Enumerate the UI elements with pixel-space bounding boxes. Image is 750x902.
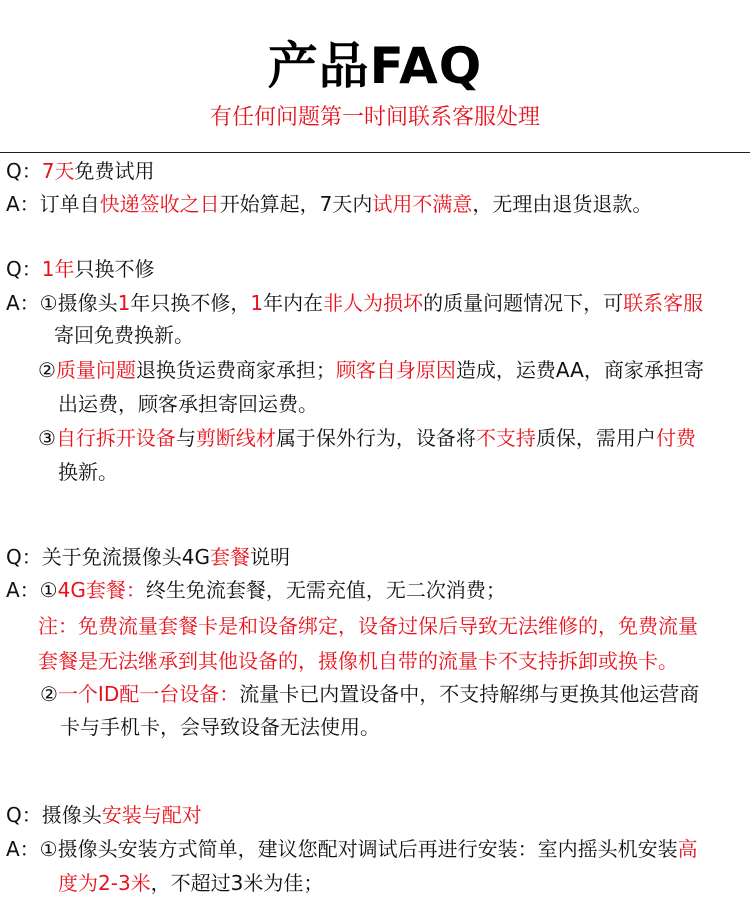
text-run: 与: [175, 426, 196, 450]
faq-answer-4g-note-cont: [38, 647, 678, 675]
faq-answer-install-1: [6, 835, 698, 863]
faq-answer-4g-2: [40, 680, 699, 708]
text-run: A：订单自: [6, 192, 100, 216]
highlighted-text: 非人为损坏: [323, 291, 424, 315]
faq-question-4g: [6, 543, 290, 571]
text-run: 卡与手机卡，会导致设备无法使用。: [60, 715, 380, 739]
page-title: 产品FAQ: [267, 37, 483, 95]
text-run: 年内在: [263, 291, 324, 315]
text-run: 寄回免费换新。: [54, 323, 194, 347]
text-run: ②: [40, 682, 58, 706]
text-run: ，无理由退货退款。: [472, 192, 653, 216]
faq-answer-4g-2-cont: [60, 713, 380, 741]
text-run: 开始算起，7天内: [219, 192, 373, 216]
text-run: 注：免费流量套餐卡是和设备绑定，设备过保后导致无法维修的，免费流量: [38, 614, 698, 638]
page-subtitle: 有任何问题第一时间联系客服处理: [209, 105, 540, 130]
text-run: 的质量问题情况下，可: [423, 291, 624, 315]
text-run: ③: [38, 426, 56, 450]
text-run: 只换不修: [74, 257, 155, 281]
highlighted-text: 1: [250, 291, 264, 315]
text-run: 质保，需用户: [535, 426, 656, 450]
highlighted-text: 度为2-3米: [58, 871, 151, 895]
faq-answer-replace-1: [6, 289, 703, 317]
text-run: 免费试用: [74, 159, 155, 183]
highlighted-text: 1年: [41, 257, 75, 281]
highlighted-text: 一个ID配一台设备：: [57, 682, 240, 706]
highlighted-text: 7天: [41, 159, 75, 183]
text-run: A：①: [6, 578, 58, 602]
text-run: A：①摄像头安装方式简单，建议您配对调试后再进行安装：室内摇头机安装: [6, 837, 678, 861]
faq-question-trial: [6, 157, 154, 185]
text-run: 流量卡已内置设备中，不支持解绑与更换其他运营商: [239, 682, 700, 706]
highlighted-text: 4G套餐：: [57, 578, 146, 602]
text-run: ，不超过3米为佳；: [150, 871, 324, 895]
faq-answer-trial: [6, 190, 652, 218]
faq-answer-replace-2: [38, 356, 704, 384]
highlighted-text: 快递签收之日: [99, 192, 220, 216]
highlighted-text: 自行拆开设备: [55, 426, 176, 450]
text-run: Q：摄像头: [6, 803, 102, 827]
faq-question-replace: [6, 255, 154, 283]
text-run: Q：: [6, 257, 42, 281]
faq-answer-install-1-cont: [58, 869, 323, 897]
faq-answer-4g-note: [38, 612, 698, 640]
text-run: 套餐是无法继承到其他设备的，摄像机自带的流量卡不支持拆卸或换卡。: [38, 649, 678, 673]
text-run: 出运费，顾客承担寄回运费。: [58, 392, 318, 416]
highlighted-text: 联系客服: [623, 291, 704, 315]
highlighted-text: 质量问题: [55, 358, 136, 382]
text-run: 换新。: [58, 460, 118, 484]
faq-question-install: [6, 801, 202, 829]
faq-answer-replace-3-cont: [58, 458, 118, 486]
text-run: A：①摄像头: [6, 291, 118, 315]
faq-answer-replace-3: [38, 424, 696, 452]
highlighted-text: 不支持: [475, 426, 536, 450]
text-run: 说明: [249, 545, 290, 569]
highlighted-text: 付费: [655, 426, 696, 450]
highlighted-text: 安装与配对: [101, 803, 202, 827]
highlighted-text: 套餐: [209, 545, 250, 569]
highlighted-text: 1: [117, 291, 131, 315]
text-run: ②: [38, 358, 56, 382]
text-run: 属于保外行为，设备将: [275, 426, 476, 450]
highlighted-text: 高: [677, 837, 698, 861]
highlighted-text: 剪断线材: [195, 426, 276, 450]
text-run: 退换货运费商家承担；: [135, 358, 336, 382]
text-run: 年只换不修，: [130, 291, 251, 315]
highlighted-text: 试用不满意: [372, 192, 473, 216]
text-run: 造成，运费AA，商家承担寄: [455, 358, 704, 382]
highlighted-text: 顾客自身原因: [335, 358, 456, 382]
text-run: 终生免流套餐，无需充值，无二次消费；: [145, 578, 506, 602]
text-run: Q：: [6, 159, 42, 183]
header-divider: [0, 152, 750, 153]
faq-answer-replace-2-cont: [58, 390, 318, 418]
faq-answer-4g-1: [6, 576, 506, 604]
faq-answer-replace-1-cont: [54, 321, 194, 349]
text-run: Q：关于免流摄像头4G: [6, 545, 210, 569]
